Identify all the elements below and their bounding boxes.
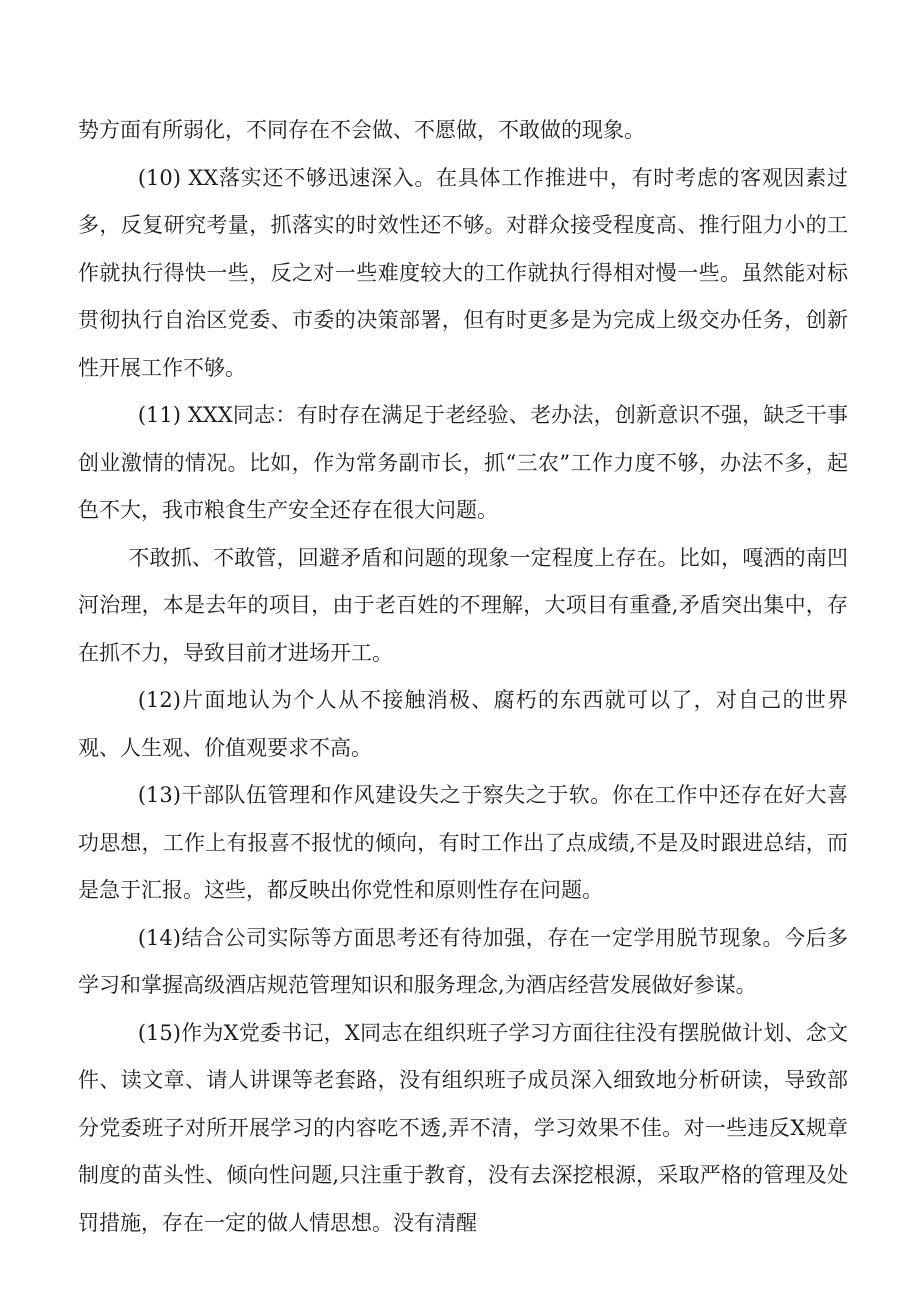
paragraph-item-11: (11) XXX同志：有时存在满足于老经验、老办法，创新意识不强，缺乏干事创业激情的情况。比如，作为常务副市长，抓“三农”工作力度不够，办法不多，起色不大，我市粮食生产安全还存在很大问题。: [78, 403, 848, 522]
paragraph-item-10: (10) XX落实还不够迅速深入。在具体工作推进中，有时考虑的客观因素过多，反复研究考量，抓落实的时效性还不够。对群众接受程度高、推行阻力小的工作就执行得快一些，反之对一些难度较大的工作就执行得相对慢一些。虽然能对标贯彻执行自治区党委、市委的决策部署，但有时更多是为完成上级交办任务，创新性开展工作不够。: [78, 165, 848, 380]
paragraph-item-12: (12)片面地认为个人从不接触消极、腐朽的东西就可以了，对自己的世界观、人生观、价值观要求不高。: [78, 688, 848, 760]
paragraph-item-14: (14)结合公司实际等方面思考还有待加强，存在一定学用脱节现象。今后多学习和掌握高级酒店规范管理知识和服务理念,为酒店经营发展做好参谋。: [78, 925, 848, 997]
paragraph-continuation: 势方面有所弱化，不同存在不会做、不愿做，不敢做的现象。: [78, 118, 645, 142]
paragraph-item-11-followup: 不敢抓、不敢管，回避矛盾和问题的现象一定程度上存在。比如，嘎洒的南凹河治理，本是去年的项目，由于老百姓的不理解，大项目有重叠,矛盾突出集中，存在抓不力，导致目前才进场开工。: [78, 545, 848, 665]
paragraph-item-15: (15)作为X党委书记，X同志在组织班子学习方面往往没有摆脱做计划、念文件、读文章、请人讲课等老套路，没有组织班子成员深入细致地分析研读，导致部分党委班子对所开展学习的内容吃不透,弄不清，学习效果不佳。对一些违反X规章制度的苗头性、倾向性问题,只注重于教育，没有去深挖根源，采取严格的管理及处罚措施，存在一定的做人情思想。没有清醒: [78, 1020, 848, 1235]
paragraph-item-13: (13)干部队伍管理和作风建设失之于察失之于软。你在工作中还存在好大喜功思想，工作上有报喜不报忧的倾向，有时工作出了点成绩,不是及时跟进总结，而是急于汇报。这些，都反映出你党性和原则性存在问题。: [78, 783, 848, 902]
document-body: [78, 107, 848, 1247]
